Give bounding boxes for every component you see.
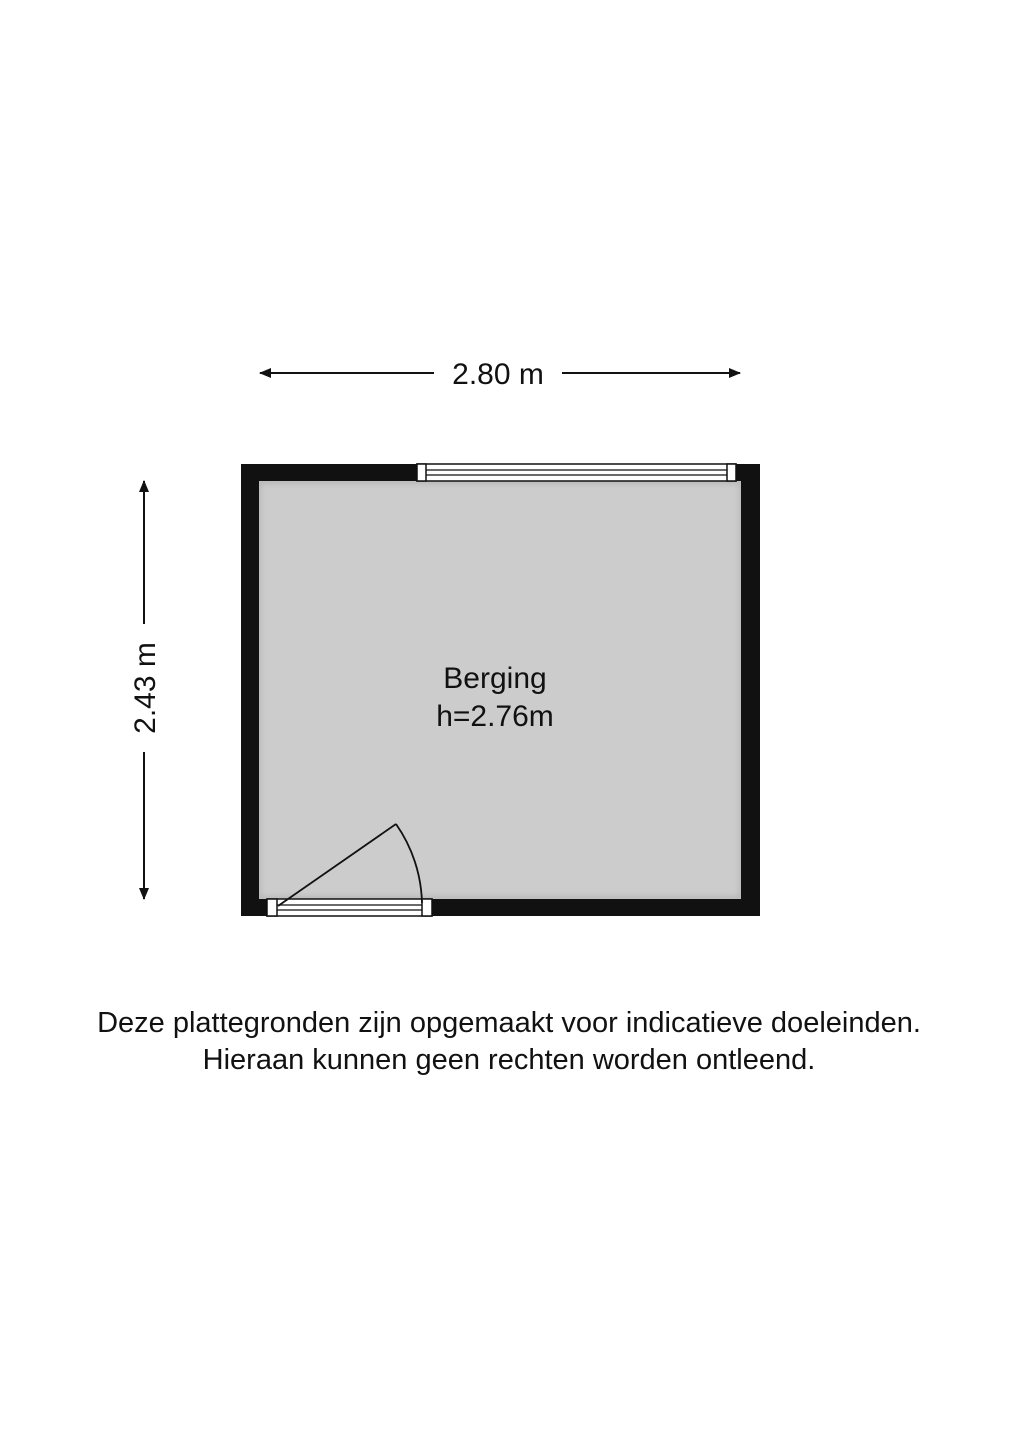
depth-dimension	[129, 481, 162, 899]
room-height: h=2.76m	[436, 700, 554, 733]
room-name: Berging	[443, 662, 547, 695]
wall-bottom-right	[432, 899, 760, 916]
width-dimension	[260, 358, 740, 391]
depth-dimension-label: 2.43 m	[129, 642, 162, 734]
wall-top-left	[241, 464, 417, 481]
wall-bottom-left	[241, 899, 267, 916]
wall-right	[741, 464, 760, 916]
window-jamb-right	[727, 464, 736, 481]
disclaimer-line-1: Deze plattegronden zijn opgemaakt voor indicatieve doeleinden.	[97, 1007, 921, 1039]
width-dimension-label: 2.80 m	[452, 358, 544, 391]
room-berging	[241, 464, 760, 916]
door-jamb-right	[422, 899, 432, 916]
window-top	[417, 464, 736, 481]
wall-left	[241, 464, 259, 916]
wall-top-right	[736, 464, 760, 481]
window-frame	[417, 464, 736, 481]
door-jamb-left	[267, 899, 277, 916]
door-frame	[267, 899, 432, 916]
window-jamb-left	[417, 464, 426, 481]
disclaimer-line-2: Hieraan kunnen geen rechten worden ontleend.	[202, 1044, 816, 1076]
